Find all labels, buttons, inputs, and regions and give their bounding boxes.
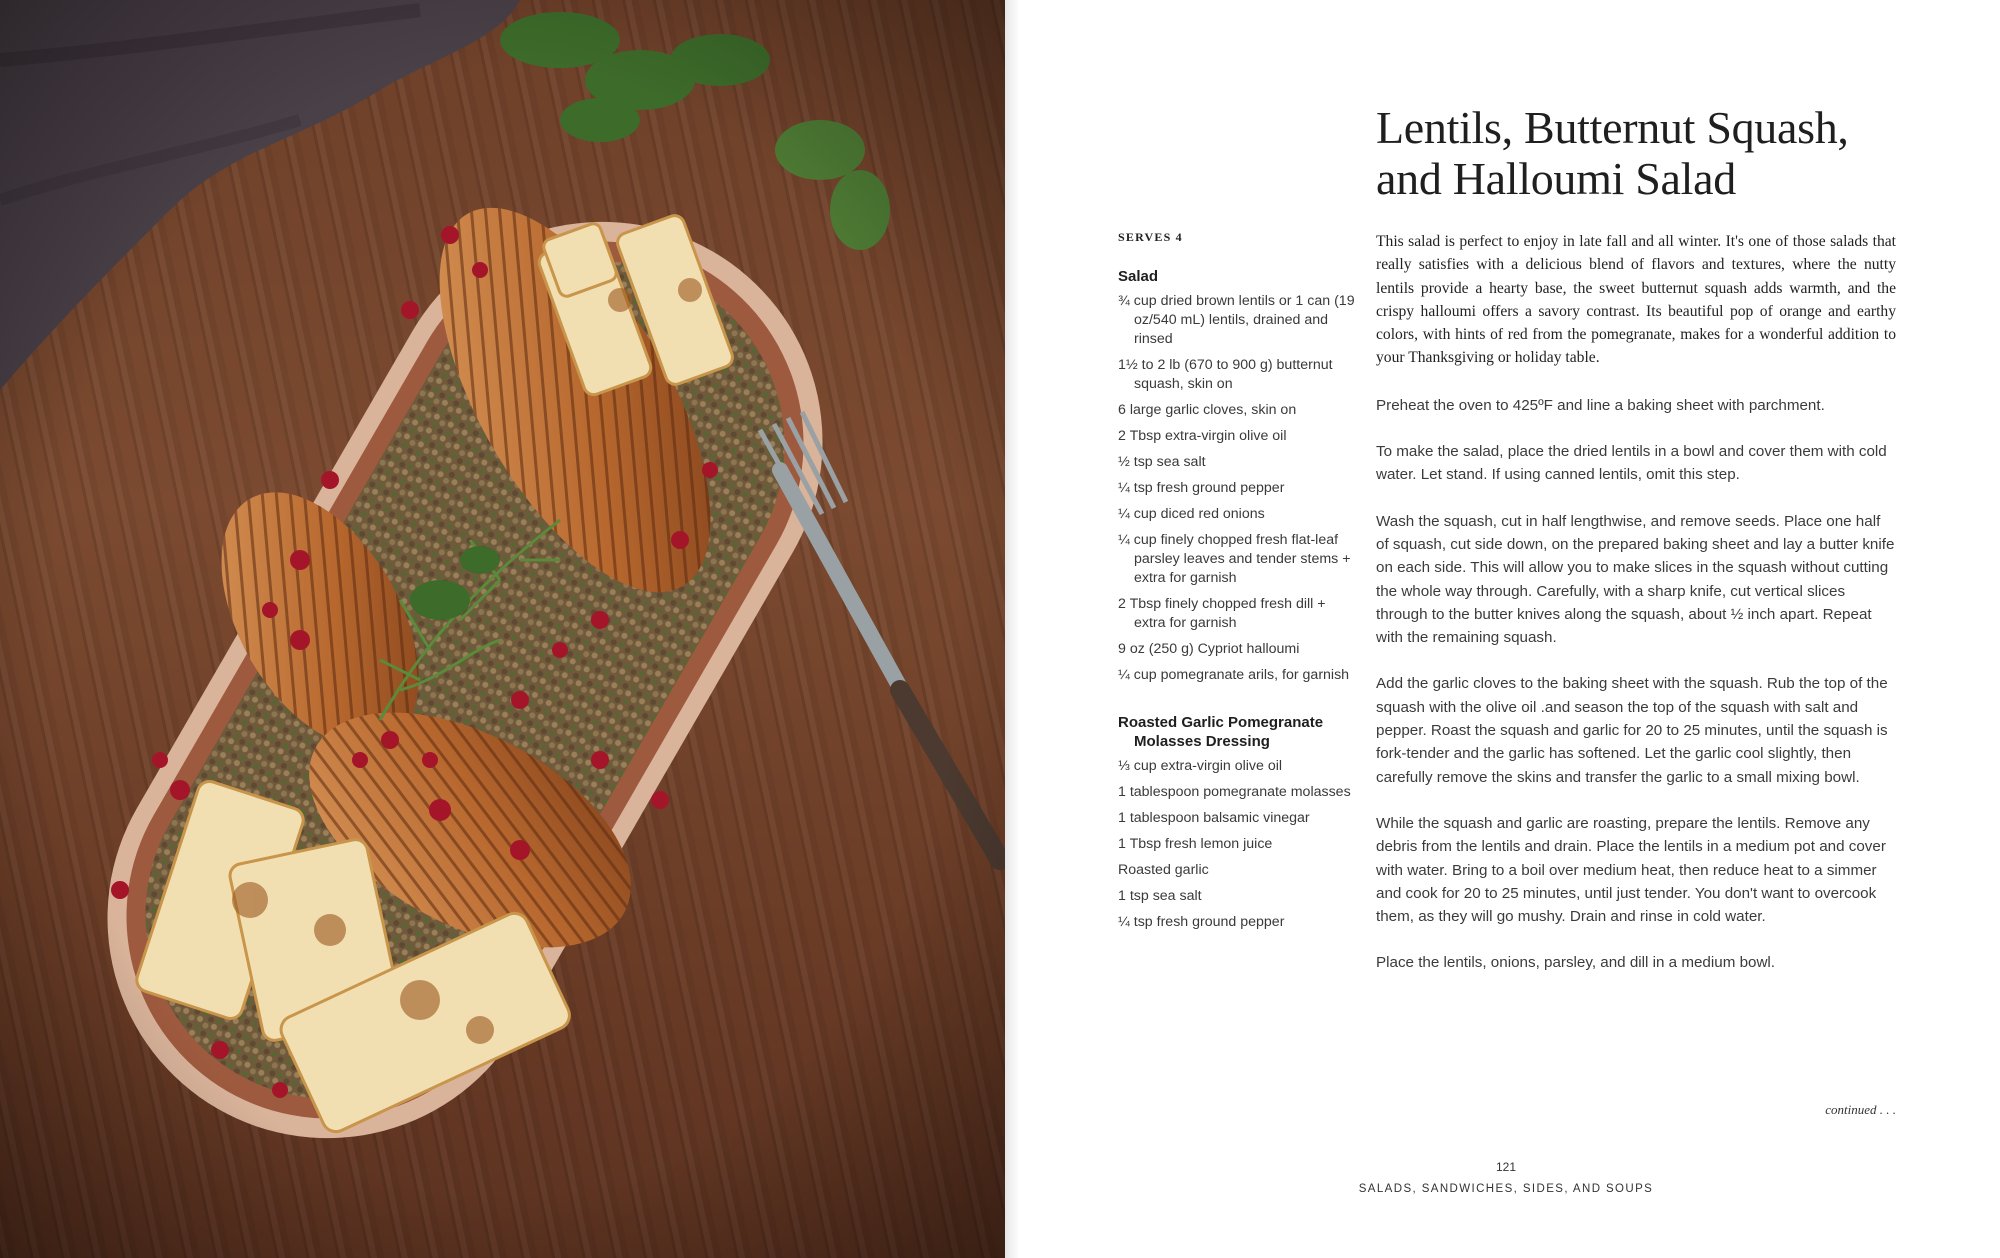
page-number: 121 [1495, 1160, 1517, 1174]
ingredient-item: 1½ to 2 lb (670 to 900 g) butternut squash, skin on [1118, 357, 1333, 392]
dressing-heading: Roasted Garlic Pomegranate Molasses Dressing [1118, 714, 1324, 750]
method-step: Preheat the oven to 425ºF and line a baking sheet with parchment. [1376, 396, 1825, 414]
ingredient-item: 1 tablespoon pomegranate molasses [1118, 784, 1351, 800]
method-step: Add the garlic cloves to the baking sheet with the squash. Rub the top of the squash with the olive oil .and season the top of the squash with salt and pepper. Roast the squash and garlic for 20 to 25 minutes, until the squash is fork-tender and the garlic has softened. Let the garlic cool slightly, then carefully remove the skins and transfer the garlic to a small mixing bowl. [1376, 675, 1888, 786]
method-step: Place the lentils, onions, parsley, and dill in a medium bowl. [1376, 954, 1776, 972]
ingredient-item: Roasted garlic [1118, 862, 1209, 878]
ingredient-item: ¼ cup finely chopped fresh flat-leaf parsley leaves and tender stems + extra for garnish [1118, 532, 1351, 586]
ingredient-item: ¼ tsp fresh ground pepper [1118, 480, 1285, 496]
ingredient-item: 2 Tbsp finely chopped fresh dill + extra for garnish [1118, 596, 1326, 631]
ingredient-item: ⅓ cup extra-virgin olive oil [1118, 758, 1283, 774]
ingredient-item: 9 oz (250 g) Cypriot halloumi [1118, 641, 1300, 657]
continued-note: continued . . . [1825, 1102, 1896, 1117]
recipe-title [1376, 102, 1896, 204]
salad-heading: Salad [1118, 268, 1159, 285]
ingredient-item: 6 large garlic cloves, skin on [1118, 402, 1297, 418]
recipe-intro: This salad is perfect to enjoy in late fall and all winter. It's one of those salads that really satisfies with a delicious blend of flavors and textures, where the nutty lentils provide a hearty base, the sweet butternut squash adds warmth, and the crispy halloumi offers a savory contrast. Its beautiful pop of orange and earthy colors, with hints of red from the pomegranate, makes for a wonderful addition to your Thanksgiving or holiday table. [1376, 233, 1896, 367]
ingredient-item: 1 tsp sea salt [1118, 888, 1202, 904]
ingredient-item: ¼ tsp fresh ground pepper [1118, 914, 1285, 930]
salad-ingredients-list [1118, 292, 1358, 685]
method-step: Wash the squash, cut in half lengthwise, and remove seeds. Place one half of squash, cut side down, on the prepared baking sheet and lay a butter knife on each side. This will allow you to make slices in the squash without cutting the whole way through. Carefully, with a sharp knife, cut vertical slices through to the butter knives along the squash, about ½ inch apart. Repeat with the remaining squash. [1376, 512, 1895, 647]
ingredient-item: 1 tablespoon balsamic vinegar [1118, 810, 1310, 826]
ingredient-item: ¼ cup pomegranate arils, for garnish [1118, 667, 1350, 683]
ingredient-item: ¼ cup diced red onions [1118, 506, 1265, 522]
method-column [1376, 230, 1896, 998]
ingredient-item: ¾ cup dried brown lentils or 1 can (19 oz/540 mL) lentils, drained and rinsed [1118, 293, 1355, 347]
recipe-title-line-2: and Halloumi Salad [1376, 153, 1736, 204]
recipe-title-line-1: Lentils, Butternut Squash, [1376, 102, 1849, 153]
running-footer: SALADS, SANDWICHES, SIDES, AND SOUPS [1358, 1183, 1654, 1195]
ingredient-item: ½ tsp sea salt [1118, 454, 1206, 470]
method-step: While the squash and garlic are roasting, prepare the lentils. Remove any debris from the lentils and drain. Place the lentils in a medium pot and cover with water. Bring to a boil over medium heat, then reduce heat to a simmer and cook for 20 to 25 minutes, until just tender. You don't want to overcook them, as they will go mushy. Drain and rinse in cold water. [1376, 814, 1886, 926]
serves-label: SERVES 4 [1118, 230, 1183, 244]
method-step: To make the salad, place the dried lentils in a bowl and cover them with cold water. Let stand. If using canned lentils, omit this step. [1376, 443, 1887, 484]
dressing-ingredients-list [1118, 757, 1358, 932]
book-gutter [1005, 0, 1019, 1258]
ingredient-item: 2 Tbsp extra-virgin olive oil [1118, 428, 1287, 444]
ingredients-column [1118, 230, 1358, 960]
ingredient-item: 1 Tbsp fresh lemon juice [1118, 836, 1273, 852]
